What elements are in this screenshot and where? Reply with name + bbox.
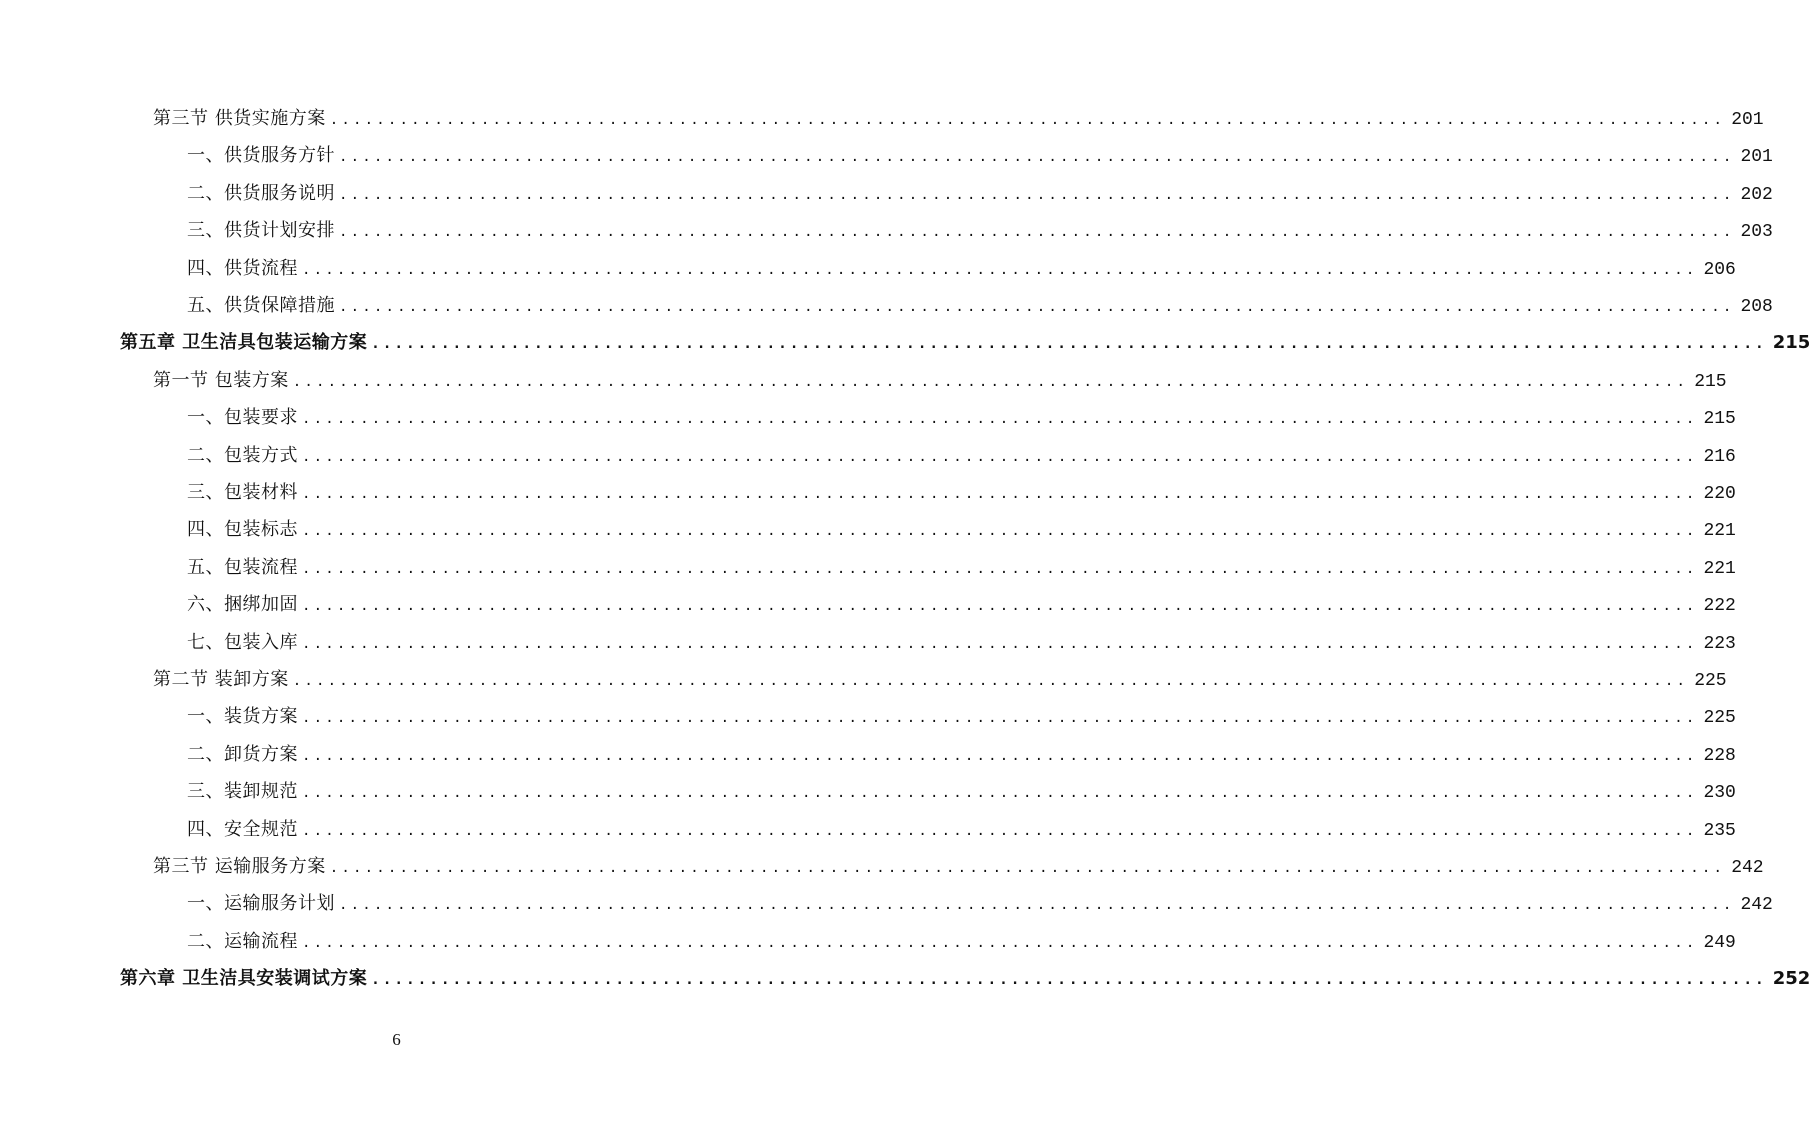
toc-entry-item[interactable] [187, 399, 1736, 436]
toc-entry-item[interactable] [187, 137, 1773, 174]
toc-entry-item[interactable] [187, 624, 1736, 661]
toc-entry-page: 252 [1772, 968, 1810, 989]
toc-entry-item[interactable] [187, 586, 1736, 623]
toc-entry-page: 215 [1772, 332, 1810, 353]
toc-entry-title: 第一节 包装方案 [153, 370, 289, 391]
toc-entry-item[interactable] [187, 698, 1736, 735]
toc-dot-leader: ........................................................................................................................ [302, 598, 1698, 614]
toc-entry-page: 221 [1703, 521, 1736, 541]
toc-entry-page: 249 [1703, 933, 1736, 953]
toc-entry-item[interactable] [187, 923, 1736, 960]
toc-entry-title: 一、装货方案 [187, 706, 298, 727]
toc-entry-item[interactable] [187, 175, 1773, 212]
toc-entry-title: 二、包装方式 [187, 445, 298, 466]
toc-entry-title: 二、卸货方案 [187, 744, 298, 765]
toc-entry-title: 四、包装标志 [187, 519, 298, 540]
toc-entry-page: 201 [1740, 147, 1773, 167]
toc-entry-title: 五、供货保障措施 [187, 295, 335, 316]
toc-entry-section[interactable] [153, 100, 1764, 137]
toc-dot-leader: ........................................................................................................................ [339, 897, 1735, 913]
toc-entry-page: 230 [1703, 783, 1736, 803]
toc-dot-leader: ........................................................................................................................ [302, 411, 1698, 427]
toc-entry-item[interactable] [187, 212, 1773, 249]
toc-entry-section[interactable] [153, 661, 1727, 698]
toc-entry-title: 三、供货计划安排 [187, 220, 335, 241]
toc-entry-item[interactable] [187, 287, 1773, 324]
toc-dot-leader: ........................................................................................................................ [292, 673, 1689, 689]
toc-entry-page: 221 [1703, 559, 1736, 579]
toc-dot-leader: ........................................................................................................................ [371, 972, 1767, 988]
toc-dot-leader: ........................................................................................................................ [302, 636, 1698, 652]
toc-entry-page: 215 [1703, 409, 1736, 429]
toc-entry-item[interactable] [187, 437, 1736, 474]
toc-entry-title: 三、装卸规范 [187, 781, 298, 802]
toc-entry-title: 一、运输服务计划 [187, 893, 335, 914]
toc-entry-chapter[interactable] [120, 324, 1810, 361]
toc-dot-leader: ........................................................................................................................ [302, 262, 1698, 278]
toc-entry-item[interactable] [187, 811, 1736, 848]
toc-entry-title: 四、安全规范 [187, 819, 298, 840]
toc-entry-page: 223 [1703, 634, 1736, 654]
toc-dot-leader: ........................................................................................................................ [302, 748, 1698, 764]
toc-entry-title: 三、包装材料 [187, 482, 298, 503]
toc-entry-page: 225 [1694, 671, 1727, 691]
toc-dot-leader: ........................................................................................................................ [292, 374, 1689, 390]
toc-entry-page: 208 [1740, 297, 1773, 317]
toc-entry-title: 第三节 供货实施方案 [153, 108, 326, 129]
toc-entry-item[interactable] [187, 885, 1773, 922]
toc-entry-page: 203 [1740, 222, 1773, 242]
toc-dot-leader: ........................................................................................................................ [339, 149, 1735, 165]
toc-entry-page: 220 [1703, 484, 1736, 504]
toc-entry-item[interactable] [187, 549, 1736, 586]
toc-entry-title: 二、供货服务说明 [187, 183, 335, 204]
toc-entry-page: 235 [1703, 821, 1736, 841]
toc-entry-item[interactable] [187, 474, 1736, 511]
toc-entry-page: 228 [1703, 746, 1736, 766]
toc-entry-title: 七、包装入库 [187, 632, 298, 653]
toc-dot-leader: ........................................................................................................................ [302, 710, 1698, 726]
toc-dot-leader: ........................................................................................................................ [302, 785, 1698, 801]
toc-dot-leader: ........................................................................................................................ [339, 224, 1735, 240]
toc-entry-item[interactable] [187, 511, 1736, 548]
toc-entry-section[interactable] [153, 362, 1727, 399]
toc-entry-title: 一、包装要求 [187, 407, 298, 428]
page-number: 6 [392, 1030, 401, 1049]
toc-entry-title: 二、运输流程 [187, 931, 298, 952]
toc-entry-item[interactable] [187, 736, 1736, 773]
toc-entry-title: 第二节 装卸方案 [153, 669, 289, 690]
toc-entry-chapter[interactable] [120, 960, 1810, 997]
toc-entry-page: 201 [1731, 110, 1764, 130]
toc-dot-leader: ........................................................................................................................ [339, 299, 1735, 315]
toc-dot-leader: ........................................................................................................................ [302, 823, 1698, 839]
toc-dot-leader: ........................................................................................................................ [329, 860, 1726, 876]
toc-dot-leader: ........................................................................................................................ [302, 523, 1698, 539]
toc-entry-page: 215 [1694, 372, 1727, 392]
toc-dot-leader: ........................................................................................................................ [302, 561, 1698, 577]
toc-entry-page: 206 [1703, 260, 1736, 280]
toc-entry-section[interactable] [153, 848, 1764, 885]
toc-entry-page: 216 [1703, 447, 1736, 467]
toc-entry-title: 第五章 卫生洁具包装运输方案 [120, 332, 368, 353]
toc-dot-leader: ........................................................................................................................ [371, 336, 1767, 352]
toc-entry-page: 225 [1703, 708, 1736, 728]
toc-dot-leader: ........................................................................................................................ [302, 486, 1698, 502]
toc-entry-title: 六、捆绑加固 [187, 594, 298, 615]
toc-entry-page: 202 [1740, 185, 1773, 205]
toc-entry-page: 222 [1703, 596, 1736, 616]
toc-dot-leader: ........................................................................................................................ [302, 935, 1698, 951]
toc-entry-title: 四、供货流程 [187, 258, 298, 279]
toc-entry-title: 第三节 运输服务方案 [153, 856, 326, 877]
toc-dot-leader: ........................................................................................................................ [302, 449, 1698, 465]
toc-entry-title: 五、包装流程 [187, 557, 298, 578]
toc-dot-leader: ........................................................................................................................ [339, 187, 1735, 203]
toc-entry-page: 242 [1740, 895, 1773, 915]
toc-entry-item[interactable] [187, 773, 1736, 810]
toc-entry-item[interactable] [187, 250, 1736, 287]
toc-entry-page: 242 [1731, 858, 1764, 878]
toc-entry-title: 第六章 卫生洁具安装调试方案 [120, 968, 368, 989]
toc-entry-title: 一、供货服务方针 [187, 145, 335, 166]
toc-dot-leader: ........................................................................................................................ [329, 112, 1726, 128]
